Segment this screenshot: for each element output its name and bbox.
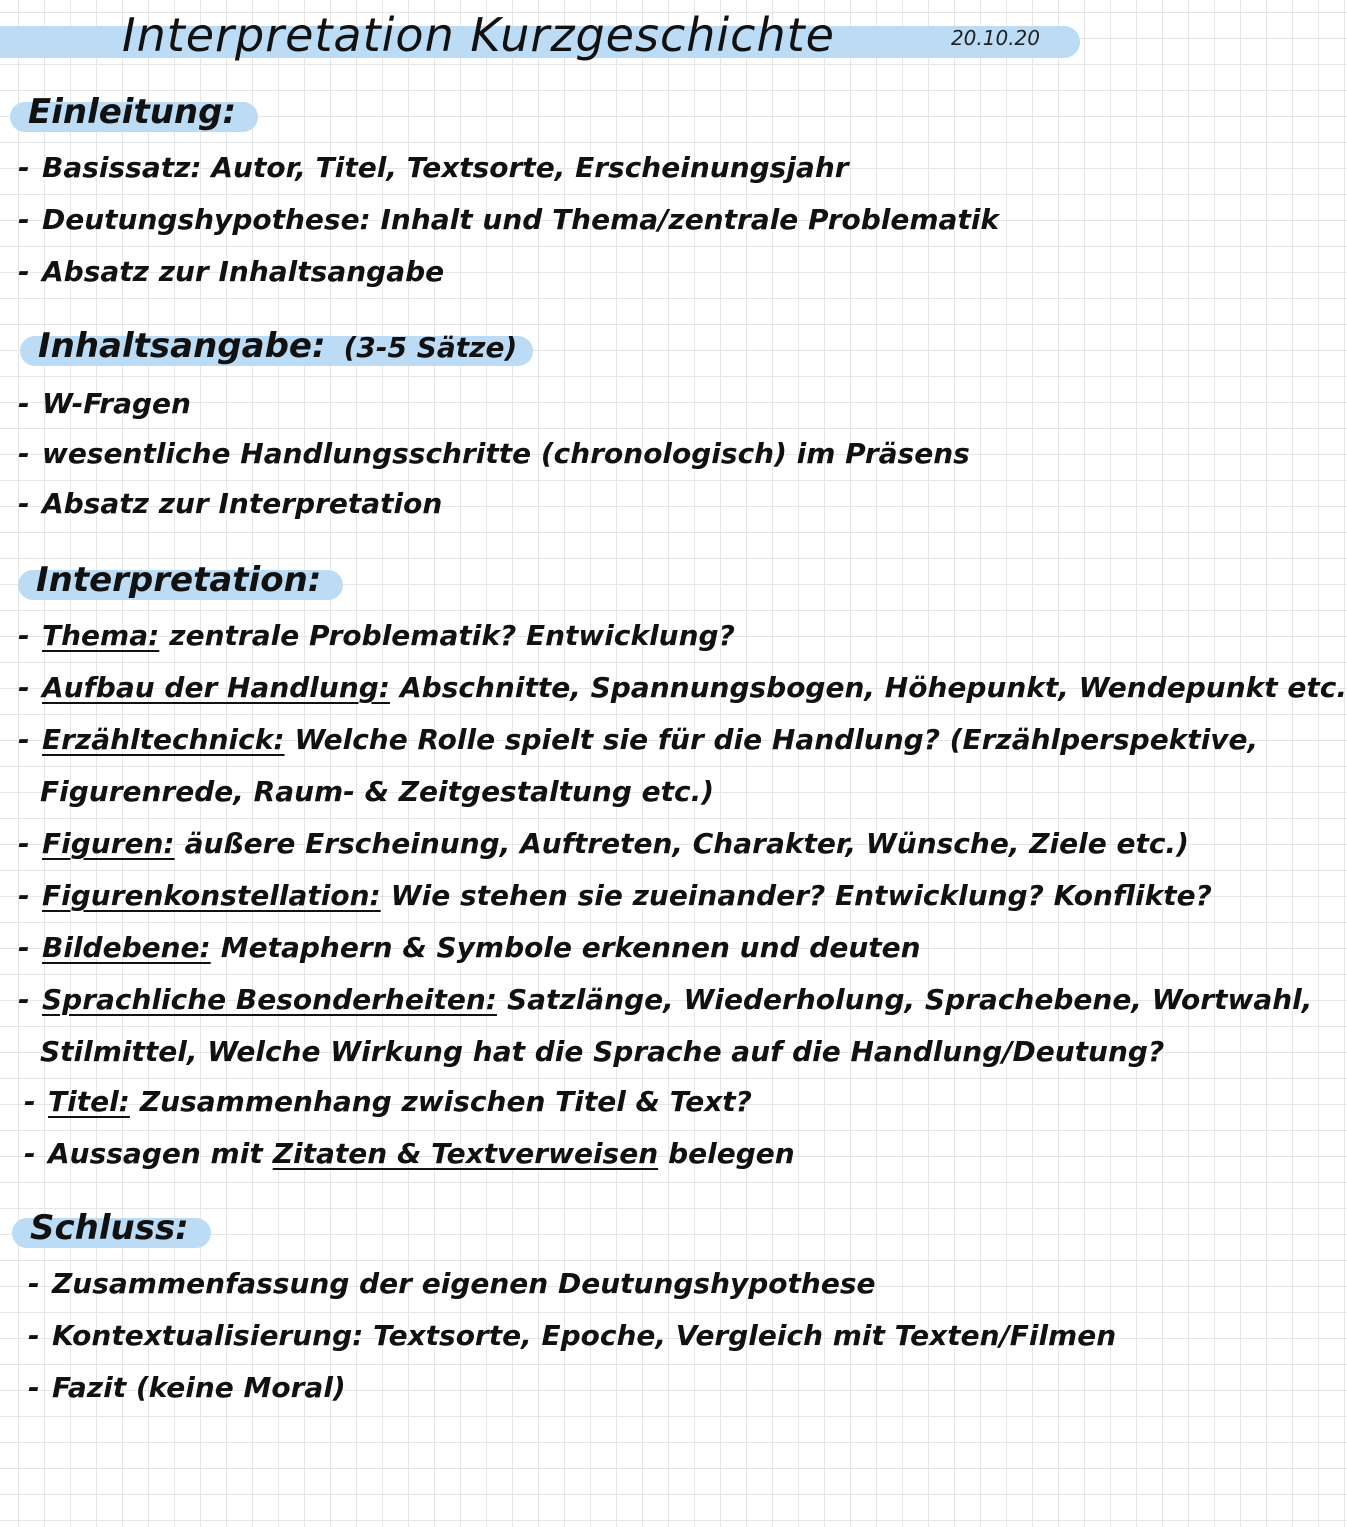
heading-note: (3-5 Sätze) <box>343 331 518 364</box>
list-item: - Absatz zur Inhaltsangabe <box>18 255 445 288</box>
list-item: - Aussagen mit Zitaten & Textverweisen belegen <box>24 1137 795 1170</box>
list-item: - wesentliche Handlungsschritte (chronologisch) im Präsens <box>18 437 970 470</box>
list-item: - Basissatz: Autor, Titel, Textsorte, Erscheinungsjahr <box>18 151 849 184</box>
heading-inhaltsangabe: Inhaltsangabe: (3-5 Sätze) <box>38 326 517 366</box>
heading-einleitung: Einleitung: <box>28 92 236 132</box>
page-title: Interpretation Kurzgeschichte <box>122 8 835 62</box>
list-item: - Bildebene: Metaphern & Symbole erkennen und deuten <box>18 931 921 964</box>
list-item-continuation: Stilmittel, Welche Wirkung hat die Sprache auf die Handlung/Deutung? <box>40 1035 1165 1068</box>
list-item: - Zusammenfassung der eigenen Deutungshypothese <box>28 1267 876 1300</box>
list-item: - Sprachliche Besonderheiten: Satzlänge, Wiederholung, Sprachebene, Wortwahl, <box>18 983 1313 1016</box>
list-item: - Thema: zentrale Problematik? Entwicklung? <box>18 619 735 652</box>
list-item: - Erzähltechnick: Welche Rolle spielt sie für die Handlung? (Erzählperspektive, <box>18 723 1259 756</box>
list-item: - Figuren: äußere Erscheinung, Auftreten, Charakter, Wünsche, Ziele etc.) <box>18 827 1189 860</box>
list-item: - Aufbau der Handlung: Abschnitte, Spannungsbogen, Höhepunkt, Wendepunkt etc. <box>18 671 1347 704</box>
heading-schluss: Schluss: <box>30 1208 189 1248</box>
list-item: - Deutungshypothese: Inhalt und Thema/zentrale Problematik <box>18 203 1000 236</box>
list-item: - Kontextualisierung: Textsorte, Epoche, Vergleich mit Texten/Filmen <box>28 1319 1117 1352</box>
page-date: 20.10.20 <box>950 26 1040 50</box>
list-item: - W-Fragen <box>18 387 191 420</box>
list-item: - Figurenkonstellation: Wie stehen sie zueinander? Entwicklung? Konflikte? <box>18 879 1212 912</box>
heading-interpretation: Interpretation: <box>36 560 321 600</box>
list-item-continuation: Figurenrede, Raum- & Zeitgestaltung etc.) <box>40 775 715 808</box>
list-item: - Titel: Zusammenhang zwischen Titel & Text? <box>24 1085 752 1118</box>
list-item: - Absatz zur Interpretation <box>18 487 443 520</box>
list-item: - Fazit (keine Moral) <box>28 1371 346 1404</box>
